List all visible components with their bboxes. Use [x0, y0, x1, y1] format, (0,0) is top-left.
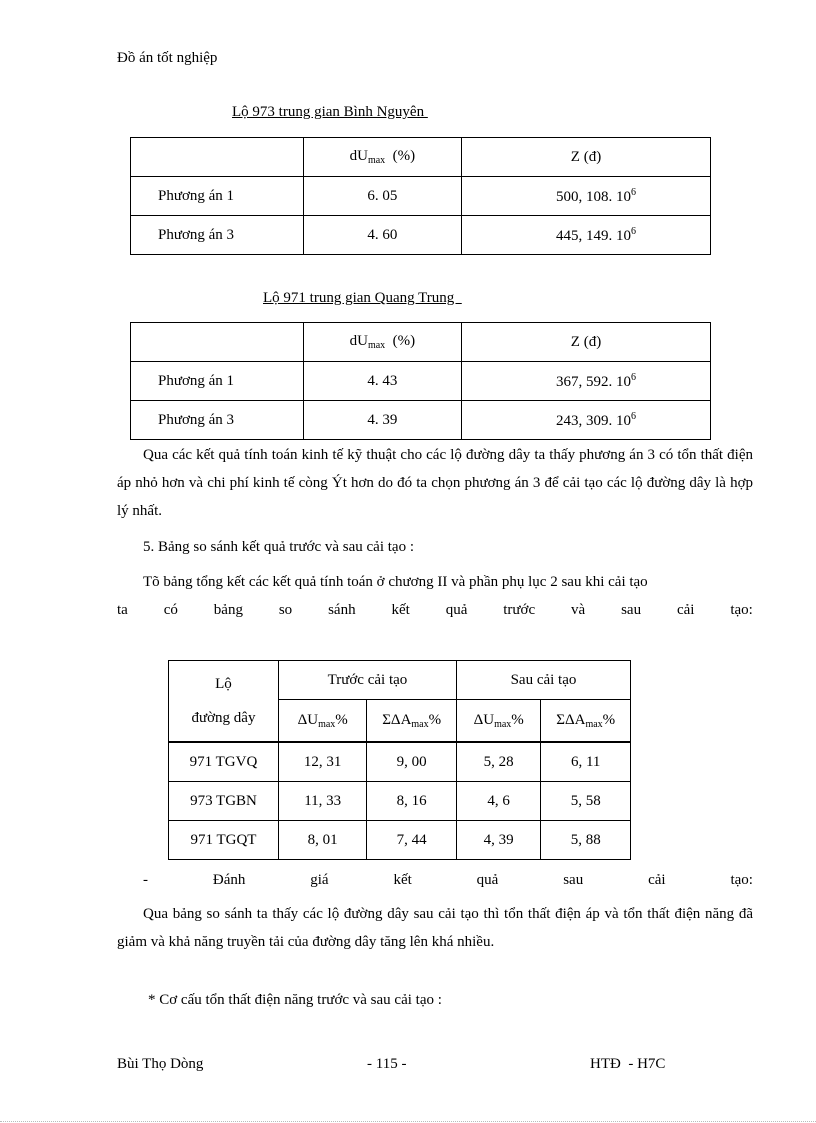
table2-caption: Lộ 971 trung gian Quang Trung [263, 290, 462, 306]
du-before: 8, 01 [278, 821, 366, 860]
table-row [131, 177, 711, 216]
delta-u-symbol: ΔU [473, 711, 495, 728]
row-z [462, 216, 711, 255]
table-row [131, 362, 711, 401]
word: sánh [328, 602, 356, 618]
word: - [143, 872, 148, 888]
table2-header-row [131, 323, 711, 362]
word: và [571, 602, 586, 618]
table-row [169, 821, 631, 860]
sigma-delta-a-symbol: ΣΔA [556, 711, 586, 728]
row-du: 4. 39 [303, 401, 461, 440]
row-du: 6. 05 [303, 177, 461, 216]
percent-sign: % [602, 711, 616, 728]
word: ta [117, 602, 128, 618]
footer-class: HTĐ - H7C [590, 1056, 666, 1072]
after-header: Sau cải tạo [456, 661, 630, 700]
da-after: 5, 88 [541, 821, 631, 860]
table1-empty-cell [131, 138, 304, 177]
table1-header-z: Z (đ) [462, 138, 711, 177]
z-value: 445, 149. 10 [556, 227, 631, 244]
before-header: Trước cải tạo [278, 661, 456, 700]
line-name: 971 TGVQ [169, 742, 279, 782]
word: giá [310, 872, 329, 888]
page-bottom-divider [0, 1121, 816, 1122]
word: trước [503, 602, 536, 618]
du-after-header [456, 700, 540, 742]
du-symbol: dU [349, 333, 368, 349]
word: tạo: [730, 872, 753, 888]
percent-sign: % [511, 711, 524, 728]
line-header [169, 661, 279, 743]
table1-header-row [131, 138, 711, 177]
table2-header-z: Z (đ) [462, 323, 711, 362]
line-header-2: đường dây [191, 710, 256, 726]
da-before: 8, 16 [367, 782, 457, 821]
word: sau [621, 602, 642, 618]
du-after: 5, 28 [456, 742, 540, 782]
document-header: Đồ án tốt nghiệp [117, 50, 218, 66]
z-exponent: 6 [631, 225, 636, 237]
da-before: 9, 00 [367, 742, 457, 782]
table-row [169, 742, 631, 782]
word: so [278, 602, 293, 618]
table-row [131, 401, 711, 440]
max-subscript: max [318, 718, 336, 730]
word: cải [648, 872, 666, 888]
da-before: 7, 44 [367, 821, 457, 860]
z-exponent: 6 [631, 371, 636, 383]
sigma-delta-a-symbol: ΣΔA [382, 711, 412, 728]
percent-sign: % [428, 711, 442, 728]
word: sau [563, 872, 584, 888]
word: bảng [213, 602, 243, 618]
du-after: 4, 39 [456, 821, 540, 860]
table1-caption: Lộ 973 trung gian Bình Nguyên [232, 104, 428, 120]
z-exponent: 6 [631, 410, 636, 422]
table2-empty-cell [131, 323, 304, 362]
percent-sign: % [335, 711, 348, 728]
z-value: 367, 592. 10 [556, 373, 631, 390]
table1 [130, 137, 711, 255]
conclusion-paragraph: Qua các kết quả tính toán kinh tế kỹ thuật cho các lộ đường dây ta thấy phương án 3 có tổn thất điện áp nhỏ hơn và chi phí kinh tế còng Ýt hơn do đó ta chọn phương án 3 để cải tạo các lộ đường dây là hợp lý nhất. [117, 447, 753, 519]
da-after-header [541, 700, 631, 742]
word: tạo: [730, 602, 753, 618]
du-before-header [278, 700, 366, 742]
word: quả [445, 602, 468, 618]
table2-header-du [303, 323, 461, 362]
du-symbol: dU [349, 148, 368, 164]
du-unit: (%) [385, 333, 416, 349]
da-after: 6, 11 [541, 742, 631, 782]
da-before-header [367, 700, 457, 742]
evaluation-paragraph: Qua bảng so sánh ta thấy các lộ đường dây sau cải tạo thì tổn thất điện áp và tổn thất điện năng đã giảm và khả năng truyền tải của đường dây tăng lên khá nhiều. [117, 906, 753, 950]
intro-line-1: Tõ bảng tổng kết các kết quả tính toán ở chương II và phần phụ lục 2 sau khi cải tạo [143, 574, 648, 590]
du-subscript: max [367, 155, 386, 166]
table-row [169, 782, 631, 821]
du-after: 4, 6 [456, 782, 540, 821]
section-heading: 5. Bảng so sánh kết quả trước và sau cải tạo : [143, 539, 414, 555]
comparison-table [168, 660, 631, 860]
du-unit: (%) [385, 148, 416, 164]
max-subscript: max [585, 718, 603, 730]
line-header-1: Lộ [215, 676, 232, 692]
du-subscript: max [367, 340, 386, 351]
row-z [462, 362, 711, 401]
delta-u-symbol: ΔU [297, 711, 319, 728]
word: Đánh [212, 872, 246, 888]
da-after: 5, 58 [541, 782, 631, 821]
z-exponent: 6 [631, 186, 636, 198]
row-label: Phương án 1 [131, 362, 304, 401]
row-z [462, 177, 711, 216]
du-before: 12, 31 [278, 742, 366, 782]
word: có [163, 602, 178, 618]
max-subscript: max [494, 718, 512, 730]
line-name: 971 TGQT [169, 821, 279, 860]
row-label: Phương án 1 [131, 177, 304, 216]
table3-header-row-1 [169, 661, 631, 700]
word: cải [676, 602, 695, 618]
du-before: 11, 33 [278, 782, 366, 821]
word: kết [393, 872, 412, 888]
z-value: 500, 108. 10 [556, 188, 631, 205]
intro-line-2 [117, 596, 753, 624]
row-label: Phương án 3 [131, 216, 304, 255]
word: kết [391, 602, 410, 618]
footer-author: Bùi Thọ Dòng [117, 1056, 204, 1072]
table2 [130, 322, 711, 440]
row-label: Phương án 3 [131, 401, 304, 440]
word: quả [476, 872, 499, 888]
structure-note: * Cơ cấu tổn thất điện năng trước và sau cải tạo : [148, 992, 442, 1008]
max-subscript: max [411, 718, 429, 730]
footer-page-number: - 115 - [367, 1056, 407, 1072]
row-z [462, 401, 711, 440]
table-row [131, 216, 711, 255]
evaluation-heading [143, 866, 753, 894]
z-value: 243, 309. 10 [556, 412, 631, 429]
line-name: 973 TGBN [169, 782, 279, 821]
row-du: 4. 43 [303, 362, 461, 401]
row-du: 4. 60 [303, 216, 461, 255]
table1-header-du [303, 138, 461, 177]
